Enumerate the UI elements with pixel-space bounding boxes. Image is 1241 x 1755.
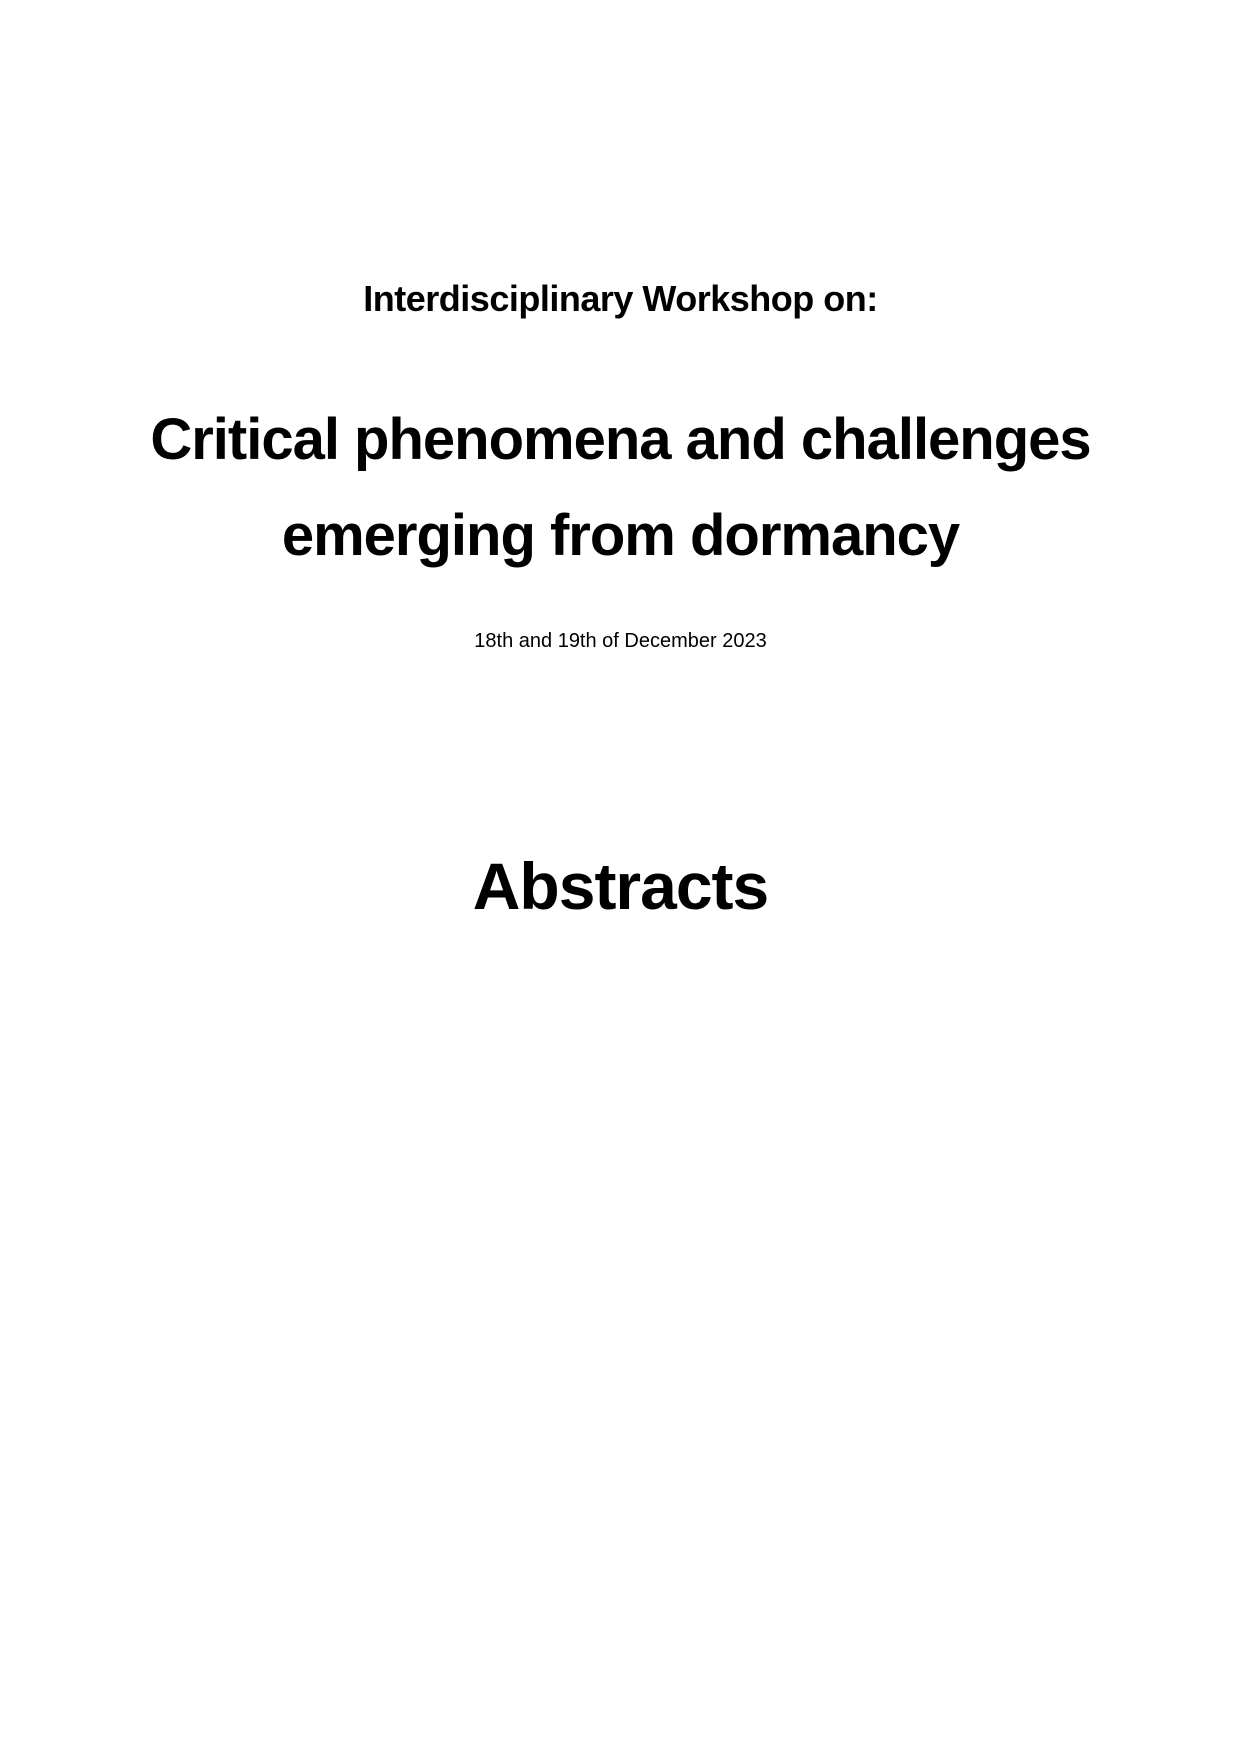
workshop-title-line2: emerging from dormancy: [281, 503, 960, 568]
workshop-title-line1: Critical phenomena and challenges: [150, 407, 1091, 472]
abstracts-heading: Abstracts: [472, 849, 769, 923]
workshop-title: [0, 392, 1241, 584]
workshop-kicker: Interdisciplinary Workshop on:: [363, 278, 878, 319]
workshop-date: 18th and 19th of December 2023: [474, 630, 767, 652]
